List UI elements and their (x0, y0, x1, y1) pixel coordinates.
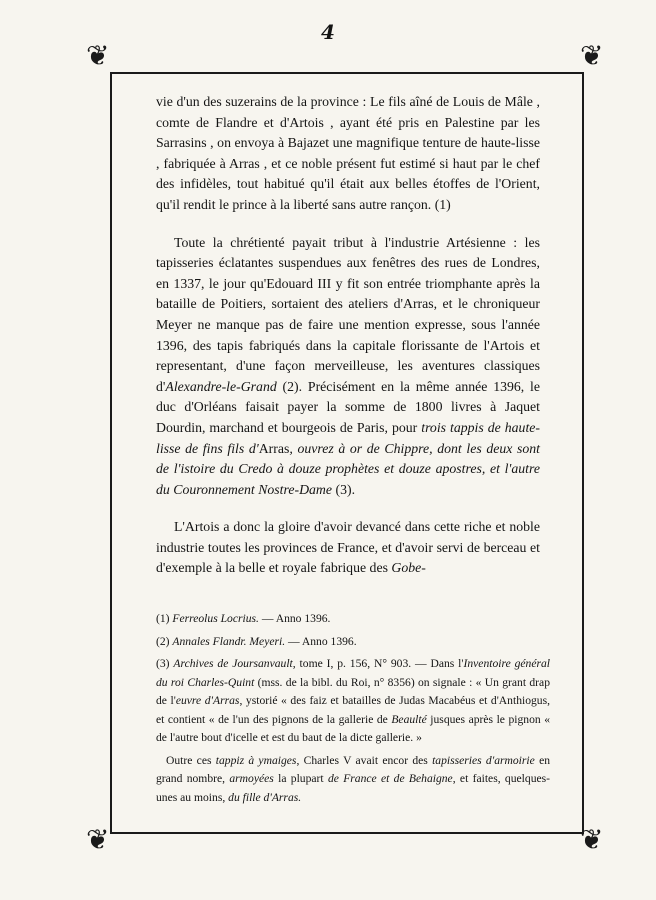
text-run: L'Artois a donc la gloire d'avoir devancé dans cette riche et noble industrie toutes les provinces de France, et d'avoir servi de berceau et d'exemple à la belle et royale fabrique des (156, 519, 540, 576)
text-run: (2) (156, 634, 173, 648)
text-run: , Charles V avait encor des (296, 753, 433, 767)
footnote (156, 633, 550, 652)
text-run: Toute la chrétienté payait tribut à l'industrie Artésienne : les tapisseries éclatantes suspendues aux fenêtres des rues de Londres, en 1337, le jour qu'Edouard III y fit son entrée triomphante après la bataille de Poitiers, sortaient des ateliers d'Arras, et le chroniqueur Meyer ne manque pas de faire une mention expresse, sous l'année 1396, des tapis fabriqués dans la capitale florissante de l'Artois et representant, d'une façon merveilleuse, les aventures classiques d' (156, 234, 540, 394)
text-run: Arras (258, 440, 290, 456)
italic-text: Ferreolus Locrius. (172, 612, 259, 625)
text-run: la plupart (273, 772, 328, 785)
text-run: tome I, p. 156, N° 903. — Dans l' (295, 657, 464, 670)
footnote (156, 752, 550, 808)
text-run: , et faites, quelques-unes au moins, (156, 772, 551, 804)
italic-text: du fille d'Arras. (228, 790, 302, 804)
footnote (156, 655, 550, 748)
italic-text: tappiz à ymaiges (215, 753, 297, 767)
paragraph (156, 517, 540, 579)
italic-text: armoyées (229, 772, 274, 785)
italic-text: Alexandre-le-Grand (165, 378, 277, 394)
text-run: — Anno 1396. (285, 634, 357, 648)
text-run: vie d'un des suzerains de la province : Le fils aîné de Louis de Mâle , comte de Flandre et d'Artois , ayant été pris en Palestine par les Sarrasins , on envoya à Bajazet une magnifique tenture de haute-lisse , fabriquée à Arras , et ce noble présent fut estimé si haut par le chef des infidèles, tout habitué qu'il était aux belles étoffes de l'Orient, qu'il rendit le prince à la liberté sans autre rançon. (1) (156, 94, 540, 212)
corner-ornament-icon: ❦ (86, 823, 110, 856)
main-text (156, 92, 540, 596)
corner-ornament-icon: ❦ (580, 823, 604, 856)
text-run: (mss. de la bibl. du Roi, n° 8356) on signale : « Un grant drap de l' (156, 675, 550, 707)
italic-text: , ouvrez à or de Chippre, dont les deux sont de l'istoire du Credo à douze prophètes et douze apostres, et l'autre du Couronnement Nostre-Dame (156, 440, 540, 497)
text-run: , ystorié « des faiz et batailles de Judas Macabéus et d'Anthiogus, et contient « de l'un des pignons de la gallerie de (156, 694, 551, 726)
italic-text: Gobe- (391, 560, 426, 576)
italic-text: euvre d'Arras (175, 694, 240, 707)
page-number: 4 (321, 20, 335, 44)
text-run: (3). (332, 481, 356, 497)
corner-ornament-icon: ❦ (86, 39, 110, 72)
footnote (156, 610, 550, 629)
text-run: en grand nombre, (156, 753, 551, 785)
italic-text: Inventoire général du roi Charles-Quint (156, 657, 551, 689)
text-run: (1) (156, 612, 173, 625)
text-run: — Anno 1396. (258, 612, 331, 625)
paragraph (156, 92, 540, 216)
text-run: (2). Précisément en la même année 1396, le duc d'Orléans faisait payer la somme de 1800 livres à Jaquet Dourdin, marchand et bourgeois de Paris, pour (156, 378, 540, 435)
paragraph (156, 233, 540, 501)
italic-text: trois tappis de haute-lisse de fins fils d' (156, 419, 540, 456)
text-run: Outre ces (166, 753, 216, 767)
italic-text: Annales Flandr. Meyeri. (172, 634, 286, 648)
italic-text: de France et de Behaigne (327, 772, 453, 785)
italic-text: Beaulté (391, 712, 427, 726)
italic-text: Archives de Joursanvault, (173, 657, 296, 670)
text-run: jusques après le pignon « de l'autre bout d'icelle et est du baut de la dicte gallerie. » (156, 712, 551, 744)
footnotes (156, 610, 550, 811)
corner-ornament-icon: ❦ (580, 39, 604, 72)
italic-text: tapisseries d'armoirie (432, 753, 535, 767)
text-run: (3) (156, 657, 174, 670)
